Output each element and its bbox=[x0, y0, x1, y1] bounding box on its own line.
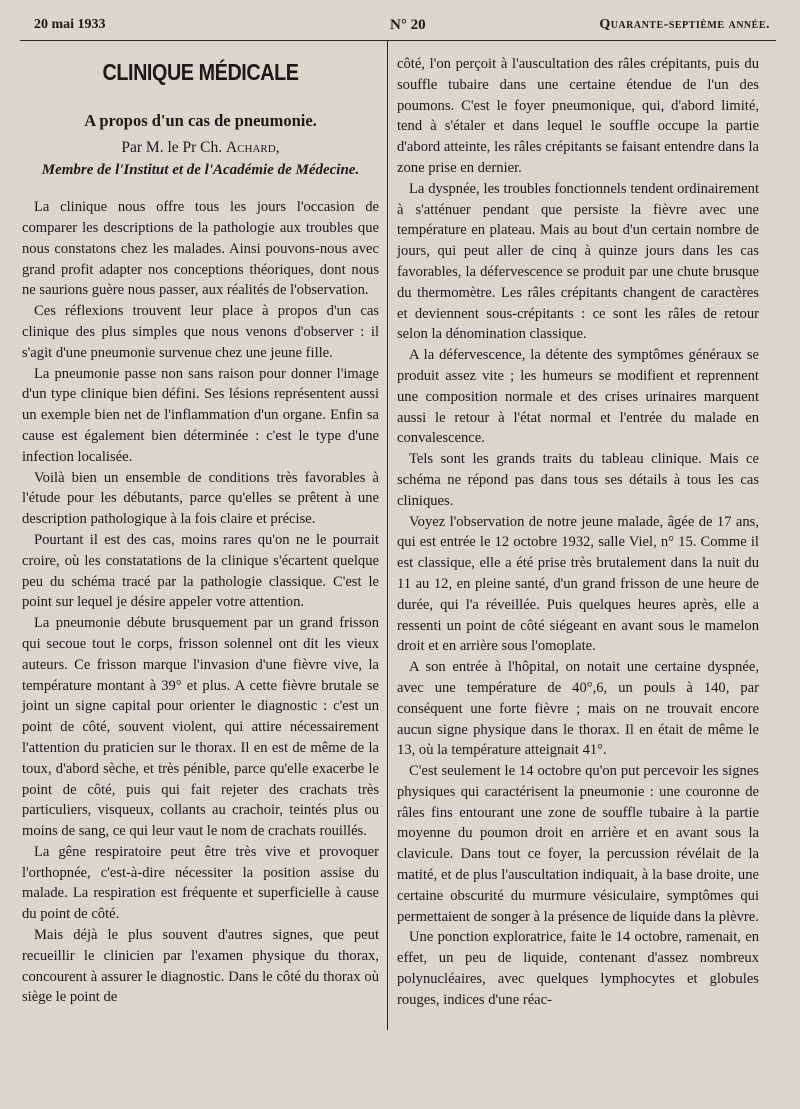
paragraph: Tels sont les grands traits du tableau clinique. Mais ce schéma ne répond pas dans tous ses détails à tous les cas cliniques. bbox=[397, 451, 759, 509]
paragraph: A son entrée à l'hôpital, on notait une certaine dyspnée, avec une température de 40°,6, un pouls à 140, par conséquent une forte fièvre ; mais on ne trouvait encore aucun signe physique dans le thorax. Il en était de même le 13, où la température atteignait 41°. bbox=[397, 659, 759, 759]
column-divider bbox=[387, 40, 388, 1030]
left-column bbox=[22, 50, 379, 1008]
paragraph: La clinique nous offre tous les jours l'occasion de comparer les descriptions de la pathologie aux troubles que nous constatons chez les malades. Ainsi pouvons-nous avec grand profit adapter nos conceptions théoriques, dont nous ne saurions guère nous passer, aux réalités de l'observation. bbox=[22, 199, 379, 299]
page-header bbox=[20, 14, 776, 41]
publication-year: Quarante-septième année. bbox=[599, 17, 770, 32]
author-prefix: Par M. le Pr Ch. bbox=[121, 138, 227, 156]
paragraph: Ces réflexions trouvent leur place à propos d'un cas clinique des plus simples que nous venons d'observer : il s'agit d'une pneumonie survenue chez une jeune fille. bbox=[22, 303, 379, 361]
author-name: Achard, bbox=[226, 138, 280, 156]
paragraph: La gêne respiratoire peut être très vive et provoquer l'orthopnée, c'est-à-dire nécessiter la position assise du malade. La respiration est fréquente et superficielle à cause du point de côté. bbox=[22, 843, 379, 923]
author-affiliation: Membre de l'Institut et de l'Académie de Médecine. bbox=[41, 162, 360, 179]
section-title: CLINIQUE MÉDICALE bbox=[102, 59, 299, 85]
paragraph: La dyspnée, les troubles fonctionnels tendent ordinairement à s'atténuer pendant que persiste la fièvre avec une température en plateau. Mais au bout d'un certain nombre de jours, qui peut aller de cinq à quinze jours dans les cas favorables, la défervescence se produit par une chute brusque du thermomètre. Les râles crépitants changent de caractères et deviennent sous-crépitants : ce sont les râles de retour selon la dénomination classique. bbox=[397, 180, 759, 343]
issue-number: N° 20 bbox=[390, 17, 426, 33]
paragraph: côté, l'on perçoit à l'auscultation des râles crépitants, puis du souffle tubaire dans une certaine étendue de l'un des poumons. C'est le foyer pneumonique, qui, d'abord limité, tend à s'étaler et dans lequel le souffle occupe la partie d'abord atteinte, les râles crépitants se faisant entendre dans la zone prise en dernier. bbox=[397, 56, 759, 176]
paragraph: La pneumonie débute brusquement par un grand frisson qui secoue tout le corps, frisson solennel ont dit les vieux auteurs. Ce frisson marque l'invasion d'une fièvre vive, la température montant à 39° et plus. A cette fièvre brutale se joint un signe capital pour orienter le diagnostic : c'est un point de côté, souvent violent, qui attire nécessairement l'attention du praticien sur le thorax. Il en est de même de la toux, d'abord sèche, et très pénible, parce qu'elle exacerbe le point de côté, puis qui fait rejeter des crachats très particuliers, visqueux, collants au crachoir, teintés plus ou moins de sang, ce qui leur vaut le nom de crachats rouillés. bbox=[22, 615, 379, 840]
paragraph: C'est seulement le 14 octobre qu'on put percevoir les signes physiques qui caractérisent la pneumonie : une couronne de râles fins entourant une zone de souffle tubaire à la partie moyenne du poumon droit en arrière et en avant sous la clavicule. Dans tout ce foyer, la percussion révélait de la matité, et de plus l'auscultation indiquait, à la base droite, une certaine obscurité du murmure vésiculaire, symptômes qui permettaient de songer à la présence de liquide dans la plèvre. bbox=[397, 763, 759, 925]
paragraph: Pourtant il est des cas, moins rares qu'on ne le pourrait croire, où les constatations de la clinique s'écartent quelque peu du schéma tracé par la pathologie classique. C'est le point sur lequel je désire appeler votre attention. bbox=[22, 531, 379, 611]
article-subtitle: A propos d'un cas de pneumonie. bbox=[84, 110, 317, 130]
paragraph: Voilà bien un ensemble de conditions très favorables à l'étude pour les débutants, parce qu'elles se prêtent à une description pathologique à la fois claire et précise. bbox=[22, 469, 379, 528]
paragraph: A la défervescence, la détente des symptômes généraux se produit assez vite ; les humeurs se modifient et reprennent une composition normale et des crises urinaires marquent aussi le retour à l'état normal et l'entrée du malade en convalescence. bbox=[397, 347, 759, 447]
paragraph: Une ponction exploratrice, faite le 14 octobre, ramenait, en effet, un peu de liquide, contenant d'assez nombreux polynucléaires, avec quelques lymphocytes et globules rouges, indices d'une réac- bbox=[397, 929, 759, 1008]
paragraph: La pneumonie passe non sans raison pour donner l'image d'un type clinique bien défini. Ses lésions représentent aussi un exemple bien net de l'inflammation d'un organe. Enfin sa cause est également bien déterminée : c'est le type d'une infection localisée. bbox=[22, 365, 379, 465]
article-author bbox=[22, 138, 379, 159]
right-column bbox=[397, 54, 759, 1011]
paragraph: Mais déjà le plus souvent d'autres signes, que peut recueillir le clinicien par l'examen physique du thorax, concourent à assurer le diagnostic. Dans le côté du thorax où siège le point de bbox=[22, 927, 379, 1006]
paragraph: Voyez l'observation de notre jeune malade, âgée de 17 ans, qui est entrée le 12 octobre 1932, salle Viel, n° 15. Comme il est classique, elle a été prise très brutalement dans la nuit du 11 au 12, en pleine santé, d'un grand frisson de une heure de durée, qui l'a réveillée. Puis quelques heures après, elle a ressenti un point de côté siégeant en avant sous le mamelon droit et en arrière sous l'omoplate. bbox=[397, 513, 759, 655]
issue-date: 20 mai 1933 bbox=[34, 17, 106, 32]
